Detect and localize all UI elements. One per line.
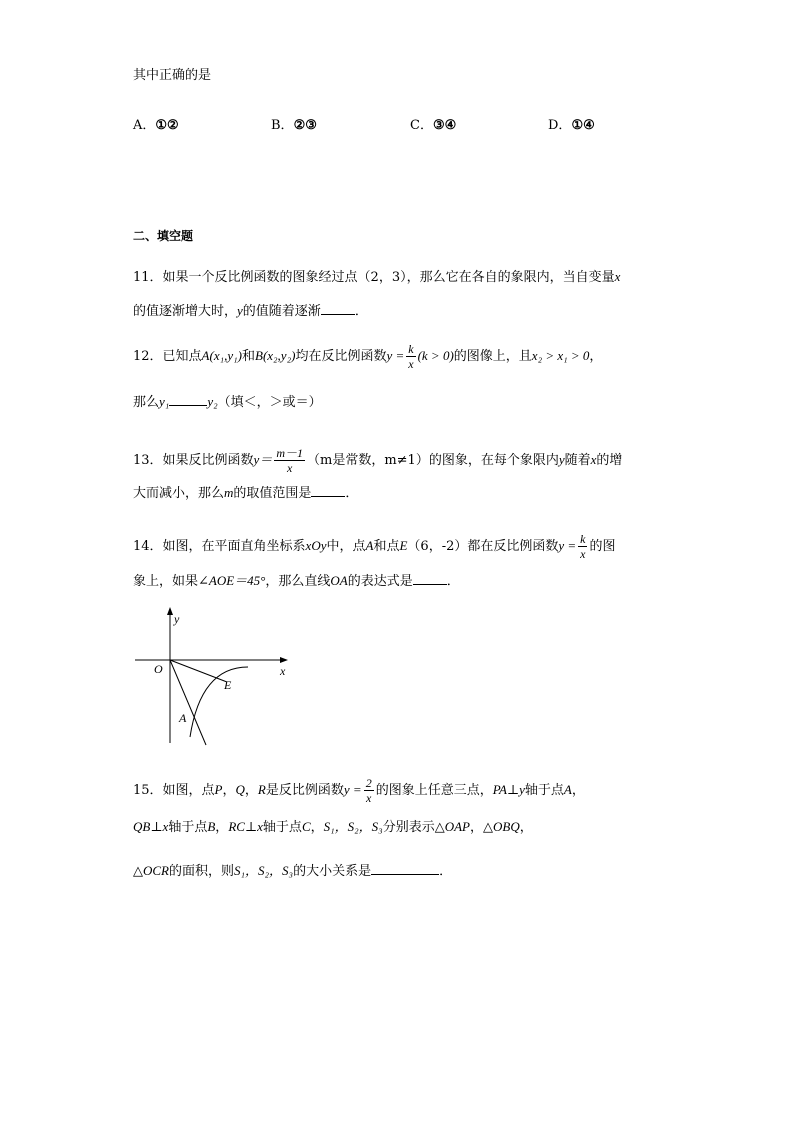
section-title: 二、填空题 xyxy=(133,229,194,243)
q13-line2: 大而减小，那么m的取值范围是 ． xyxy=(133,485,359,501)
answer-blank xyxy=(371,862,439,875)
q13-line1: 13．如果反比例函数y＝ $\frac{m-1}{x}$ （m是常数，m≠1）的图象，在每个象限内y随着x的增 xyxy=(133,446,623,475)
q12-line1: 12．已知点A(x₁,y₁)和B(x₂,y₂)均在反比例函数y = $\frac{k}{x}$ (k > 0)的图像上，且x₂ > x₁ > 0， xyxy=(133,342,603,371)
option-b: B．②③ xyxy=(271,118,317,133)
fraction: $\frac{k}{x}$ xyxy=(580,532,586,561)
q11-line1: 11．如果一个反比例函数的图象经过点（2，3），那么它在各自的象限内，当自变量x xyxy=(133,269,621,285)
label-e: E xyxy=(224,678,232,692)
q11-line2: 的值逐渐增大时，y的值随着逐渐 ． xyxy=(133,303,368,319)
answer-blank xyxy=(413,572,447,585)
answer-blank xyxy=(311,484,345,497)
intro-text: 其中正确的是 xyxy=(133,68,212,83)
fraction: $\frac{k}{x}$ xyxy=(408,342,414,371)
answer-blank xyxy=(321,302,355,315)
fraction: $\frac{2}{x}$ xyxy=(365,776,372,805)
q14-line2: 象上，如果∠AOE＝45°，那么直线OA的表达式是 ． xyxy=(133,573,460,589)
option-c: C．③④ xyxy=(410,118,457,133)
label-y: y xyxy=(174,612,180,626)
coordinate-figure xyxy=(130,605,300,750)
label-x: x xyxy=(280,664,286,678)
answer-blank xyxy=(169,393,207,406)
option-d: D．①④ xyxy=(548,118,595,133)
label-o: O xyxy=(154,662,163,676)
fraction: $\frac{m-1}{x}$ xyxy=(276,446,303,475)
q15-line1: 15．如图，点P，Q，R是反比例函数y = $\frac{2}{x}$ 的图象上任意三点，PA⊥y轴于点A， xyxy=(133,776,585,805)
label-a: A xyxy=(179,711,187,725)
option-a: A．①② xyxy=(133,118,179,133)
q12-line2: 那么y₁ y₂（填＜，＞或＝） xyxy=(133,394,322,410)
q15-line2: QB⊥x轴于点B，RC⊥x轴于点C，S₁，S₂，S₃分别表示△OAP，△OBQ， xyxy=(133,819,533,835)
q15-line3: △OCR的面积，则S₁，S₂，S₃的大小关系是 ． xyxy=(133,863,453,879)
q14-line1: 14．如图，在平面直角坐标系xOy中，点A和点E（6，-2）都在反比例函数y = $\frac{k}{x}$ 的图 xyxy=(133,532,616,561)
